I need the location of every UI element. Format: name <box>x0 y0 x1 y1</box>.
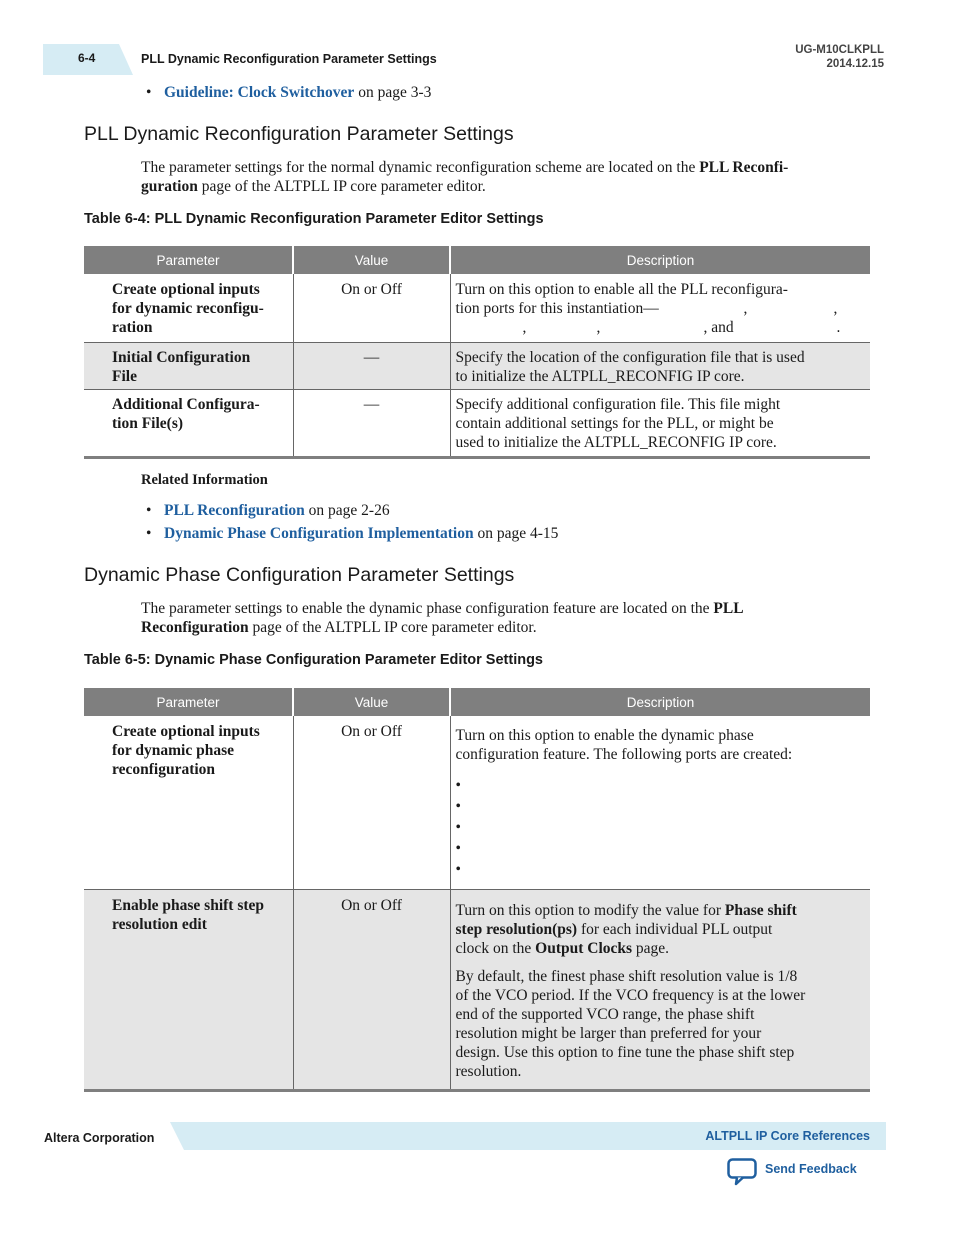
bullet: • <box>146 502 152 519</box>
doc-info <box>795 43 884 71</box>
doc-date: 2014.12.15 <box>826 58 884 70</box>
feedback-icon[interactable] <box>727 1158 757 1191</box>
param-cell: Enable phase shift step resolution edit <box>84 889 293 1090</box>
column-header: Value <box>293 246 450 274</box>
column-header: Parameter <box>84 688 293 716</box>
table-row <box>84 889 870 1090</box>
table-row <box>84 342 870 389</box>
guideline-clock-switchover-link[interactable]: Guideline: Clock Switchover <box>164 84 355 101</box>
section-intro: The parameter settings for the normal dynamic reconfiguration scheme are located on the PLL Reconfi- guration page of the ALTPLL IP core parameter editor. <box>141 159 789 195</box>
bullet: • <box>455 777 461 794</box>
column-header: Description <box>450 246 870 274</box>
table-row <box>84 274 870 342</box>
related-information-heading: Related Information <box>141 472 268 488</box>
description-cell: Specify additional configuration file. This file might contain additional settings for the PLL, or might be used to initialize the ALTPLL_RECONFIG IP core. <box>450 389 870 457</box>
param-cell: Create optional inputs for dynamic reconfigu- ration <box>84 274 293 342</box>
related-link-item: • Dynamic Phase Configuration Implementation on page 4-15 <box>146 525 559 542</box>
guideline-link-item <box>146 83 432 103</box>
param-cell: Additional Configura- tion File(s) <box>84 389 293 457</box>
footer-company: Altera Corporation <box>44 1131 155 1145</box>
bullet: • <box>146 525 152 542</box>
doc-id: UG-M10CLKPLL <box>795 44 884 56</box>
description-cell: Turn on this option to modify the value for Phase shift step resolution(ps) for each individual PLL output clock on the Output Clocks page. By default, the finest phase shift resolution value is 1/8 of the VCO period. If the VCO frequency is at the lower end of the supported VCO range, the phase shift resolution might be larger than preferred for your design. Use this option to fine tune the phase shift step resolution. <box>450 889 870 1090</box>
value-cell: — <box>293 342 450 389</box>
value-cell: On or Off <box>293 889 450 1090</box>
column-header: Description <box>450 688 870 716</box>
section-heading: PLL Dynamic Reconfiguration Parameter Settings <box>84 123 514 145</box>
send-feedback-link[interactable]: Send Feedback <box>765 1162 857 1176</box>
footer-chapter-link[interactable]: ALTPLL IP Core References <box>705 1129 870 1143</box>
related-link-item: • PLL Reconfiguration on page 2-26 <box>146 502 390 519</box>
table-row <box>84 389 870 457</box>
bullet: • <box>146 84 152 101</box>
description-cell: Turn on this option to enable the dynamic phase configuration feature. The following ports are created: • • • • • <box>450 716 870 889</box>
parameter-table-6-5 <box>84 688 870 1092</box>
link-suffix: on page 3-3 <box>354 84 432 101</box>
bullet: • <box>455 861 461 878</box>
port-bullet-list <box>456 775 853 880</box>
value-cell: — <box>293 389 450 457</box>
table-row <box>84 716 870 889</box>
description-cell: Turn on this option to enable all the PLL reconfigura- tion ports for this instantiation— , , , , , and . <box>455 281 841 336</box>
value-cell: On or Off <box>293 274 450 342</box>
column-header: Value <box>293 688 450 716</box>
parameter-table-6-4 <box>84 246 870 459</box>
bullet: • <box>455 798 461 815</box>
dynamic-phase-configuration-link[interactable]: Dynamic Phase Configuration Implementation <box>164 525 474 542</box>
table-caption: Table 6-5: Dynamic Phase Configuration Parameter Editor Settings <box>84 652 544 668</box>
table-caption: Table 6-4: PLL Dynamic Reconfiguration Parameter Editor Settings <box>84 211 544 227</box>
header-section-title: PLL Dynamic Reconfiguration Parameter Settings <box>141 52 437 66</box>
page-number: 6-4 <box>78 51 96 65</box>
param-cell: Initial Configuration File <box>84 342 293 389</box>
pll-reconfiguration-link[interactable]: PLL Reconfiguration <box>164 502 305 519</box>
section-heading: Dynamic Phase Configuration Parameter Settings <box>84 564 515 586</box>
section-intro: The parameter settings to enable the dynamic phase configuration feature are located on the PLL Reconfiguration page of the ALTPLL IP core parameter editor. <box>141 600 744 636</box>
bullet: • <box>455 840 461 857</box>
column-header: Parameter <box>84 246 293 274</box>
param-cell: Create optional inputs for dynamic phase reconfiguration <box>84 716 293 889</box>
description-cell: Specify the location of the configuration file that is used to initialize the ALTPLL_RECONFIG IP core. <box>450 342 870 389</box>
value-cell: On or Off <box>293 716 450 889</box>
bullet: • <box>455 819 461 836</box>
